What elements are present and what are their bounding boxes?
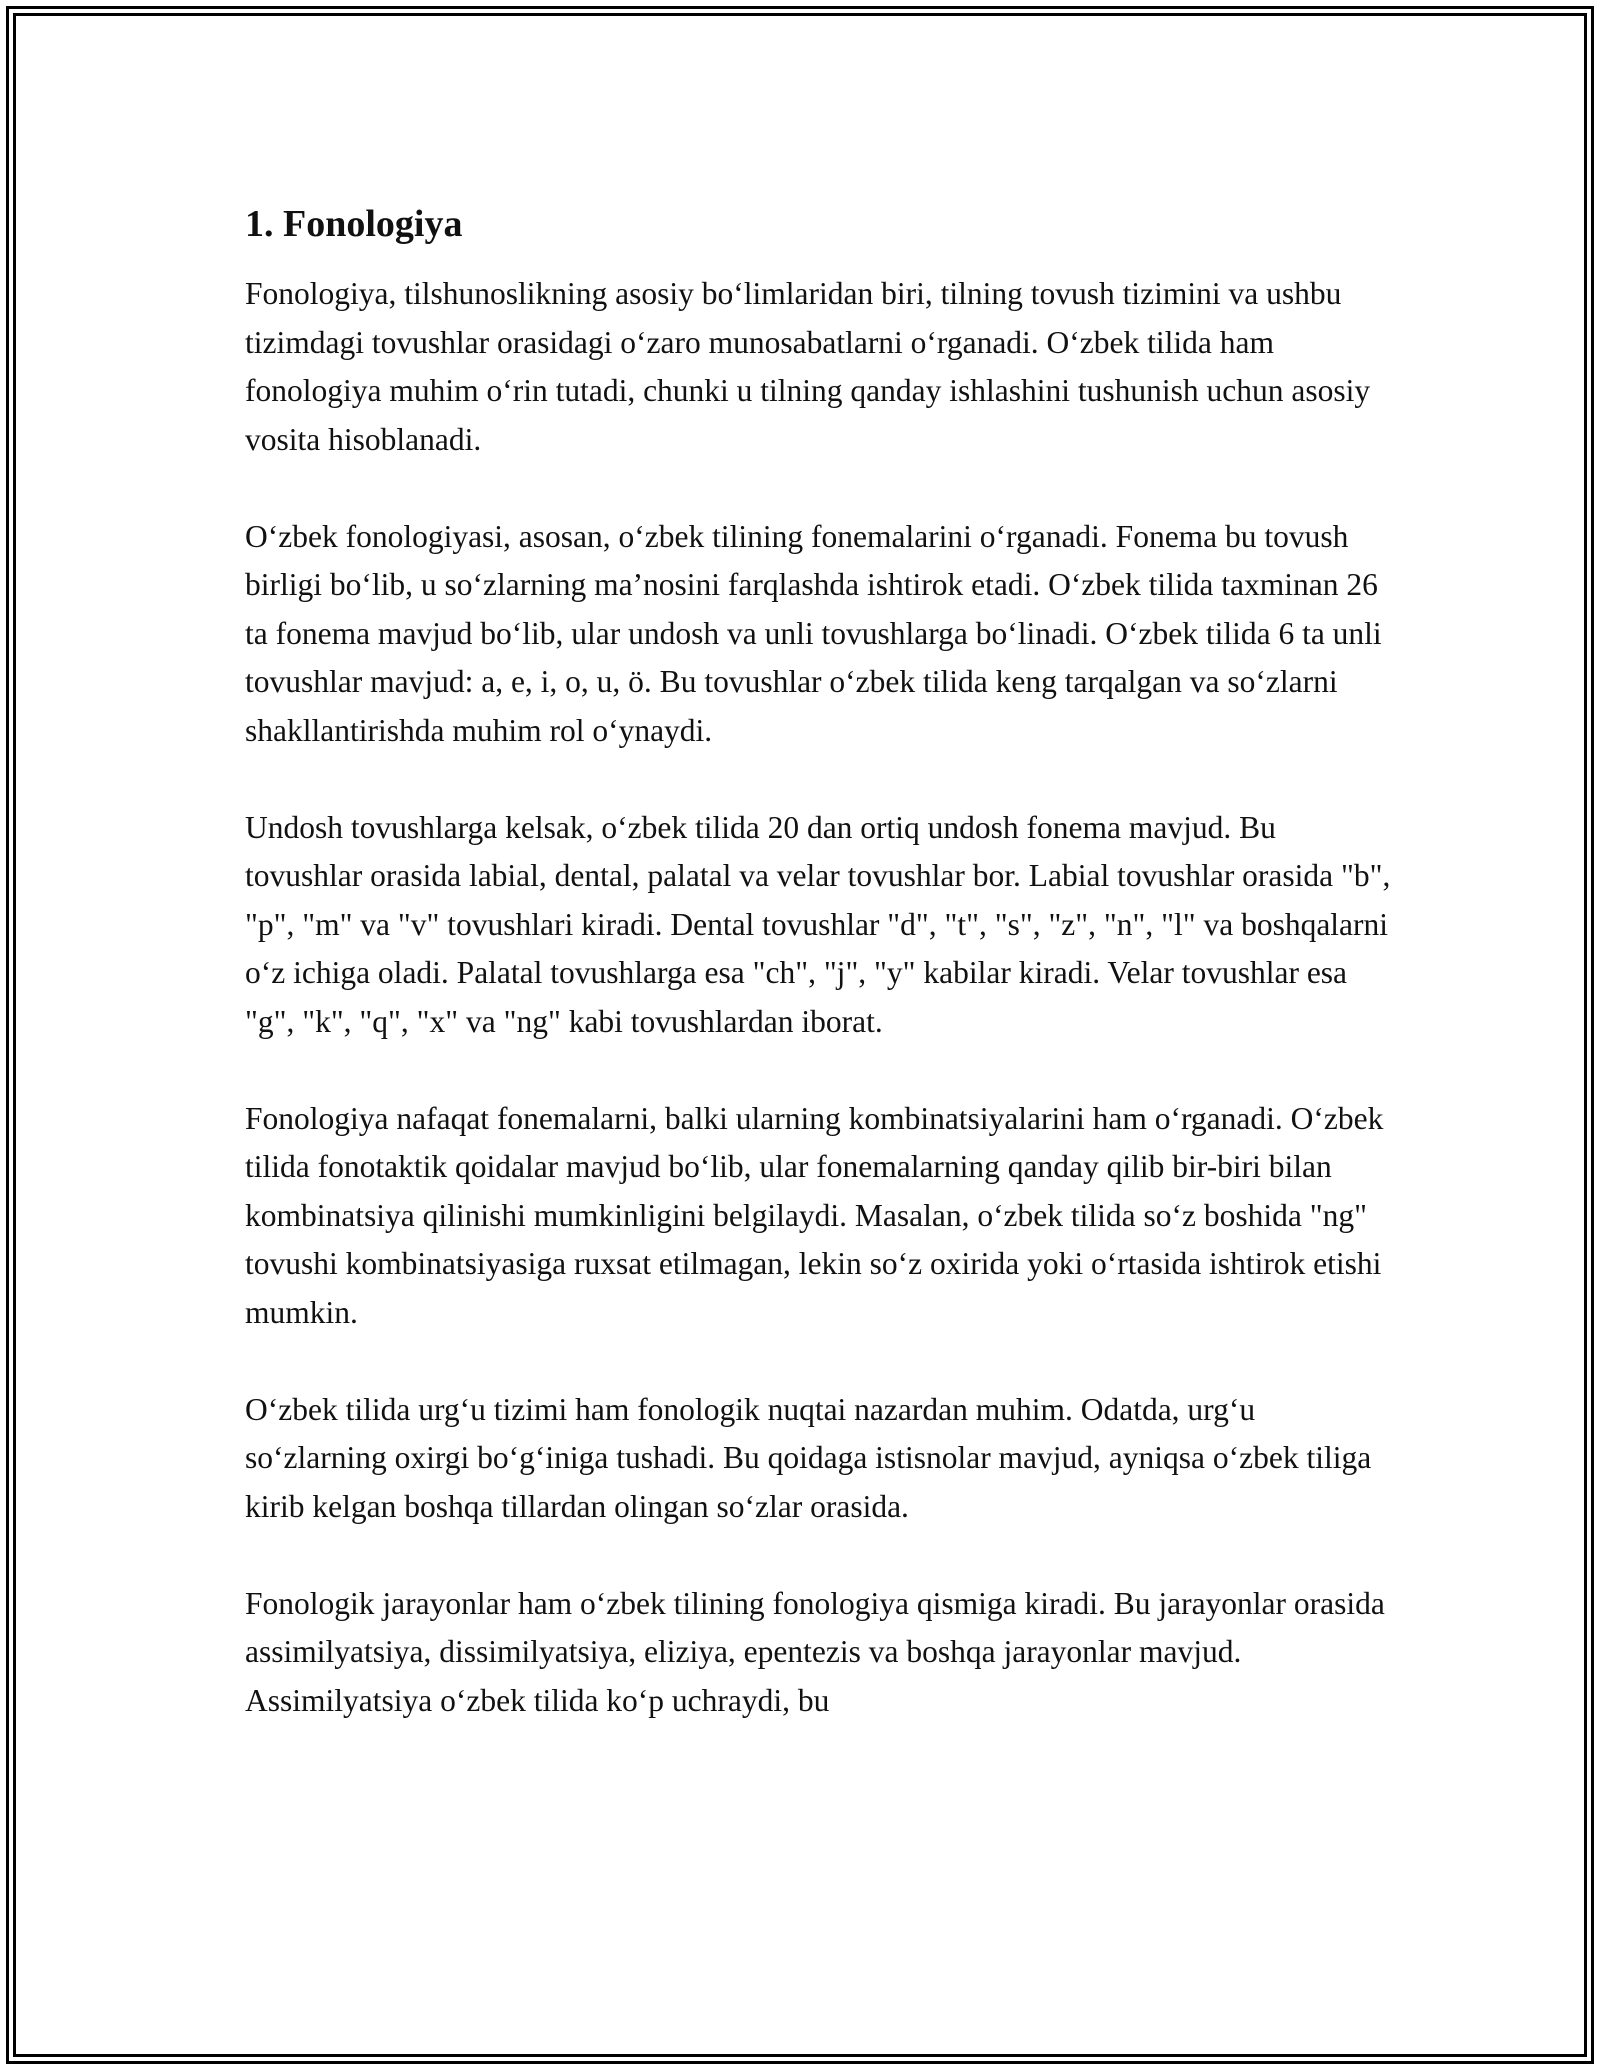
document-body bbox=[245, 196, 1395, 1774]
paragraph-phonemes: O‘zbek fonologiyasi, asosan, o‘zbek tilining fonemalarini o‘rganadi. Fonema bu tovush birligi bo‘lib, u so‘zlarning ma’nosini farqlashda ishtirok etadi. O‘zbek tilida taxminan 26 ta fonema mavjud bo‘lib, ular undosh va unli tovushlarga bo‘linadi. O‘zbek tilida 6 ta unli tovushlar mavjud: a, e, i, o, u, ö. Bu tovushlar o‘zbek tilida keng tarqalgan va so‘zlarni shakllantirishda muhim rol o‘ynaydi. bbox=[245, 518, 1382, 748]
page-frame bbox=[6, 6, 1594, 2064]
paragraph-intro: Fonologiya, tilshunoslikning asosiy bo‘limlaridan biri, tilning tovush tizimini va ushbu tizimdagi tovushlar orasidagi o‘zaro munosabatlarni o‘rganadi. O‘zbek tilida ham fonologiya muhim o‘rin tutadi, chunki u tilning qanday ishlashini tushunish uchun asosiy vosita hisoblanadi. bbox=[245, 276, 1371, 457]
section-heading: 1. Fonologiya bbox=[245, 203, 463, 245]
paragraph-consonants: Undosh tovushlarga kelsak, o‘zbek tilida 20 dan ortiq undosh fonema mavjud. Bu tovushlar orasida labial, dental, palatal va velar tovushlar bor. Labial tovushlar orasida "b", "p", "m" va "v" tovushlari kiradi. Dental tovushlar "d", "t", "s", "z", "n", "l" va boshqalarni o‘z ichiga oladi. Palatal tovushlarga esa "ch", "j", "y" kabilar kiradi. Velar tovushlar esa "g", "k", "q", "x" va "ng" kabi tovushlardan iborat. bbox=[245, 809, 1391, 1039]
paragraph-phonotactics: Fonologiya nafaqat fonemalarni, balki ularning kombinatsiyalarini ham o‘rganadi. O‘zbek tilida fonotaktik qoidalar mavjud bo‘lib, ular fonemalarning qanday qilib bir-biri bilan kombinatsiya qilinishi mumkinligini belgilaydi. Masalan, o‘zbek tilida so‘z boshida "ng" tovushi kombinatsiyasiga ruxsat etilmagan, lekin so‘z oxirida yoki o‘rtasida ishtirok etishi mumkin. bbox=[245, 1100, 1384, 1330]
paragraph-processes: Fonologik jarayonlar ham o‘zbek tilining fonologiya qismiga kiradi. Bu jarayonlar orasida assimilyatsiya, dissimilyatsiya, eliziya, epentezis va boshqa jarayonlar mavjud. Assimilyatsiya o‘zbek tilida ko‘p uchraydi, bu bbox=[245, 1585, 1385, 1718]
paragraph-stress: O‘zbek tilida urg‘u tizimi ham fonologik nuqtai nazardan muhim. Odatda, urg‘u so‘zlarning oxirgi bo‘g‘iniga tushadi. Bu qoidaga istisnolar mavjud, ayniqsa o‘zbek tiliga kirib kelgan boshqa tillardan olingan so‘zlar orasida. bbox=[245, 1391, 1372, 1524]
